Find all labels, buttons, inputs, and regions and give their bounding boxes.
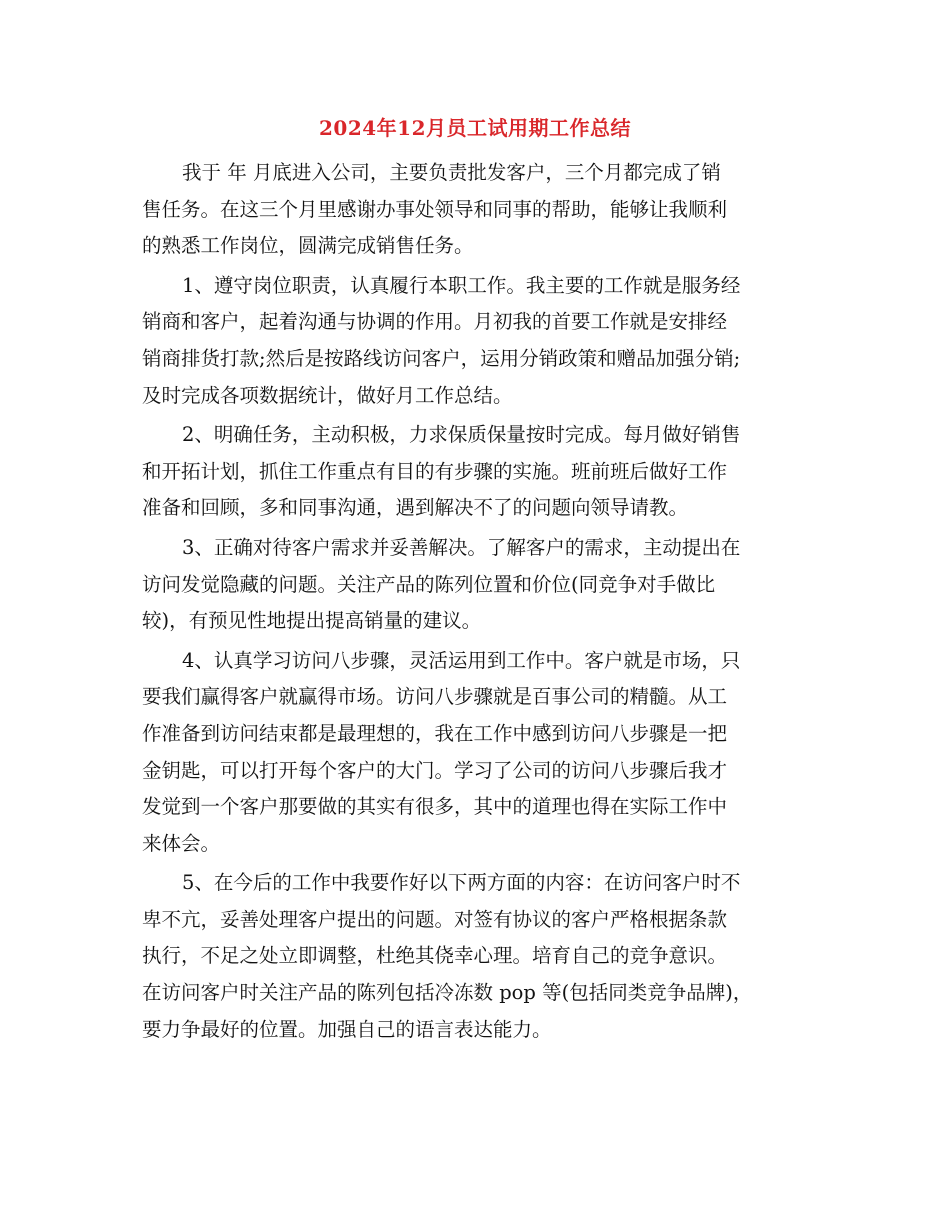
paragraph-line: 3、正确对待客户需求并妥善解决。了解客户的需求，主动提出在 [182,535,741,559]
paragraph-line: 和开拓计划，抓住工作重点有目的有步骤的实施。班前班后做好工作 [142,459,728,483]
paragraph-line: 售任务。在这三个月里感谢办事处领导和同事的帮助，能够让我顺利 [142,197,728,221]
paragraph-line: 5、在今后的工作中我要作好以下两方面的内容：在访问客户时不 [182,871,741,895]
paragraph-line: 准备和回顾，多和同事沟通，遇到解决不了的问题向领导请教。 [142,496,689,520]
paragraph-4 [142,530,812,640]
paragraph-line: 销商和客户，起着沟通与协调的作用。月初我的首要工作就是安排经 [142,310,728,334]
paragraph-line: 的熟悉工作岗位，圆满完成销售任务。 [142,234,474,258]
paragraph-line: 2、明确任务，主动积极，力求保质保量按时完成。每月做好销售 [182,423,741,447]
paragraph-line: 访问发觉隐藏的问题。关注产品的陈列位置和价位(同竞争对手做比 [142,572,716,596]
paragraph-line: 在访问客户时关注产品的陈列包括冷冻数 pop 等(包括同类竞争品牌)， [142,981,753,1005]
paragraph-line: 要我们赢得客户就赢得市场。访问八步骤就是百事公司的精髓。从工 [142,685,728,709]
paragraph-line: 执行，不足之处立即调整，杜绝其侥幸心理。培育自己的竞争意识。 [142,944,728,968]
paragraph-line: 金钥匙，可以打开每个客户的大门。学习了公司的访问八步骤后我才 [142,758,728,782]
paragraph-2 [142,268,812,414]
paragraph-line: 我于 年 月底进入公司，主要负责批发客户，三个月都完成了销 [182,161,721,184]
paragraph-line: 1、遵守岗位职责，认真履行本职工作。我主要的工作就是服务经 [182,273,741,297]
paragraph-line: 销商排货打款;然后是按路线访问客户，运用分销政策和赠品加强分销; [142,346,741,370]
document-body [142,155,812,1051]
paragraph-3 [142,417,812,527]
paragraph-line: 要力争最好的位置。加强自己的语言表达能力。 [142,1017,552,1041]
paragraph-line: 发觉到一个客户那要做的其实有很多，其中的道理也得在实际工作中 [142,795,728,819]
paragraph-line: 4、认真学习访问八步骤，灵活运用到工作中。客户就是市场，只 [182,648,741,672]
paragraph-1 [142,155,812,265]
paragraph-5 [142,643,812,863]
paragraph-6 [142,865,812,1048]
paragraph-line: 卑不亢，妥善处理客户提出的问题。对签有协议的客户严格根据条款 [142,907,728,931]
paragraph-line: 作准备到访问结束都是最理想的，我在工作中感到访问八步骤是一把 [142,721,728,745]
document-title: 2024年12月员工试用期工作总结 [319,116,631,140]
paragraph-line: 及时完成各项数据统计，做好月工作总结。 [142,383,513,407]
paragraph-line: 来体会。 [142,831,221,855]
paragraph-line: 较)，有预见性地提出提高销量的建议。 [142,609,482,633]
